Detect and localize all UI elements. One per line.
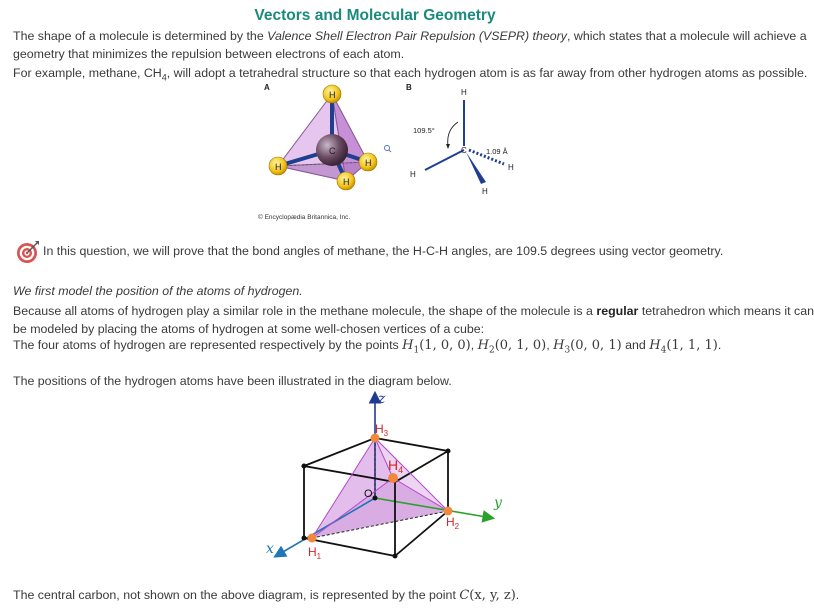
bond-length-label: 1.09 Å [486,147,508,156]
y-axis-label: y [494,495,502,511]
point-c: C(x, y, z) [459,588,516,603]
intro-line-2: geometry that minimizes the repulsion between electrons of each atom. [13,47,405,61]
positions-text: The positions of the hydrogen atoms have been illustrated in the diagram below. [13,374,452,388]
hydrogen-label: H [329,90,336,100]
carbon-text: The central carbon, not shown on the above diagram, is represented by the point [13,588,460,602]
h1-label: $H_1$ [308,545,322,561]
point-h4: $H_4(1$, 1, 1) [649,338,718,356]
cube-vertex [393,554,398,559]
cube-vertex [302,536,307,541]
hydrogen-label: H [275,162,282,172]
point-h2: $H_2(0$, 1, 0) [477,338,547,356]
angle-label: 109.5° [413,126,435,135]
magnify-icon[interactable] [385,146,392,153]
cube-vertex [302,464,307,469]
because-paragraph [13,302,814,338]
h2-label: $H_2$ [446,515,460,531]
wedge-bond [466,152,486,184]
hydrogen-label: H [461,88,467,97]
and-text: and [621,338,650,352]
carbon-label: C [329,146,336,156]
vsepr-theory: Valence Shell Electron Pair Repulsion (VSEPR) theory [267,29,567,43]
methane-subscript: 4 [161,72,167,83]
angle-arc [448,122,458,146]
x-axis-label: x [266,541,274,557]
h4-label: $H_4$ [388,457,404,475]
intro-text: The shape of a molecule is determined by the [13,29,268,43]
because-text-end: tetrahedron which means it can [638,304,814,318]
intro-text-end: , which states that a molecule will achieve a [566,29,807,43]
because-bold: regular [596,304,639,318]
model-heading: We first model the position of the atoms of hydrogen. [13,284,303,298]
origin-point [373,496,378,501]
methane-text: For example, methane, CH [13,66,162,80]
hydrogen-label: H [365,158,372,168]
bond [425,150,464,170]
hydrogen-label: H [343,177,350,187]
h3-label: $H_3$ [375,422,389,438]
figure-label-b: B [406,83,412,92]
methane-text-end: , will adopt a tetrahedral structure so that each hydrogen atom is as far away from other hydrogen atoms as possible. [166,66,808,80]
hydrogen-label: H [410,170,416,179]
because-text: Because all atoms of hydrogen play a similar role in the methane molecule, the shape of the molecule is a [13,304,597,318]
intro-paragraph [13,27,807,63]
point-h1-marker [308,534,317,543]
points-text: The four atoms of hydrogen are represented respectively by the points [13,338,403,352]
methane-figure [250,78,540,226]
z-axis-label: z [378,391,386,407]
origin-label: O [364,488,373,500]
points-line: The four atoms of hydrogen are represented respectively by the points $H_1(1$, 0, 0), $H_2(0$, 1, 0), $H_3(0$, 0, 1) and $H_4(1$, 1, 1). [13,338,722,356]
goal-text: In this question, we will prove that the bond angles of methane, the H-C-H angles, are 109.5 degrees using vector geometry. [43,244,724,258]
carbon-label: C [461,146,467,155]
cube-diagram [262,386,532,564]
because-line-2: be modeled by placing the atoms of hydrogen at some well-chosen vertices of a cube: [13,322,485,336]
page-title: Vectors and Molecular Geometry [254,7,496,24]
hydrogen-label: H [508,163,514,172]
point-h1: $H_1(1$, 0, 0) [402,338,471,356]
cube-vertex [446,449,451,454]
angle-arrowhead [446,144,450,149]
figure-label-a: A [264,83,270,92]
figure-credit: © Encyclopædia Britannica, Inc. [258,214,351,221]
point-h3: $H_3(0$, 0, 1) [553,338,622,356]
point-h4-marker [388,473,398,483]
carbon-line: The central carbon, not shown on the above diagram, is represented by the point C(x, y, z). [13,588,520,603]
hydrogen-label: H [482,187,488,196]
target-icon [16,240,40,264]
